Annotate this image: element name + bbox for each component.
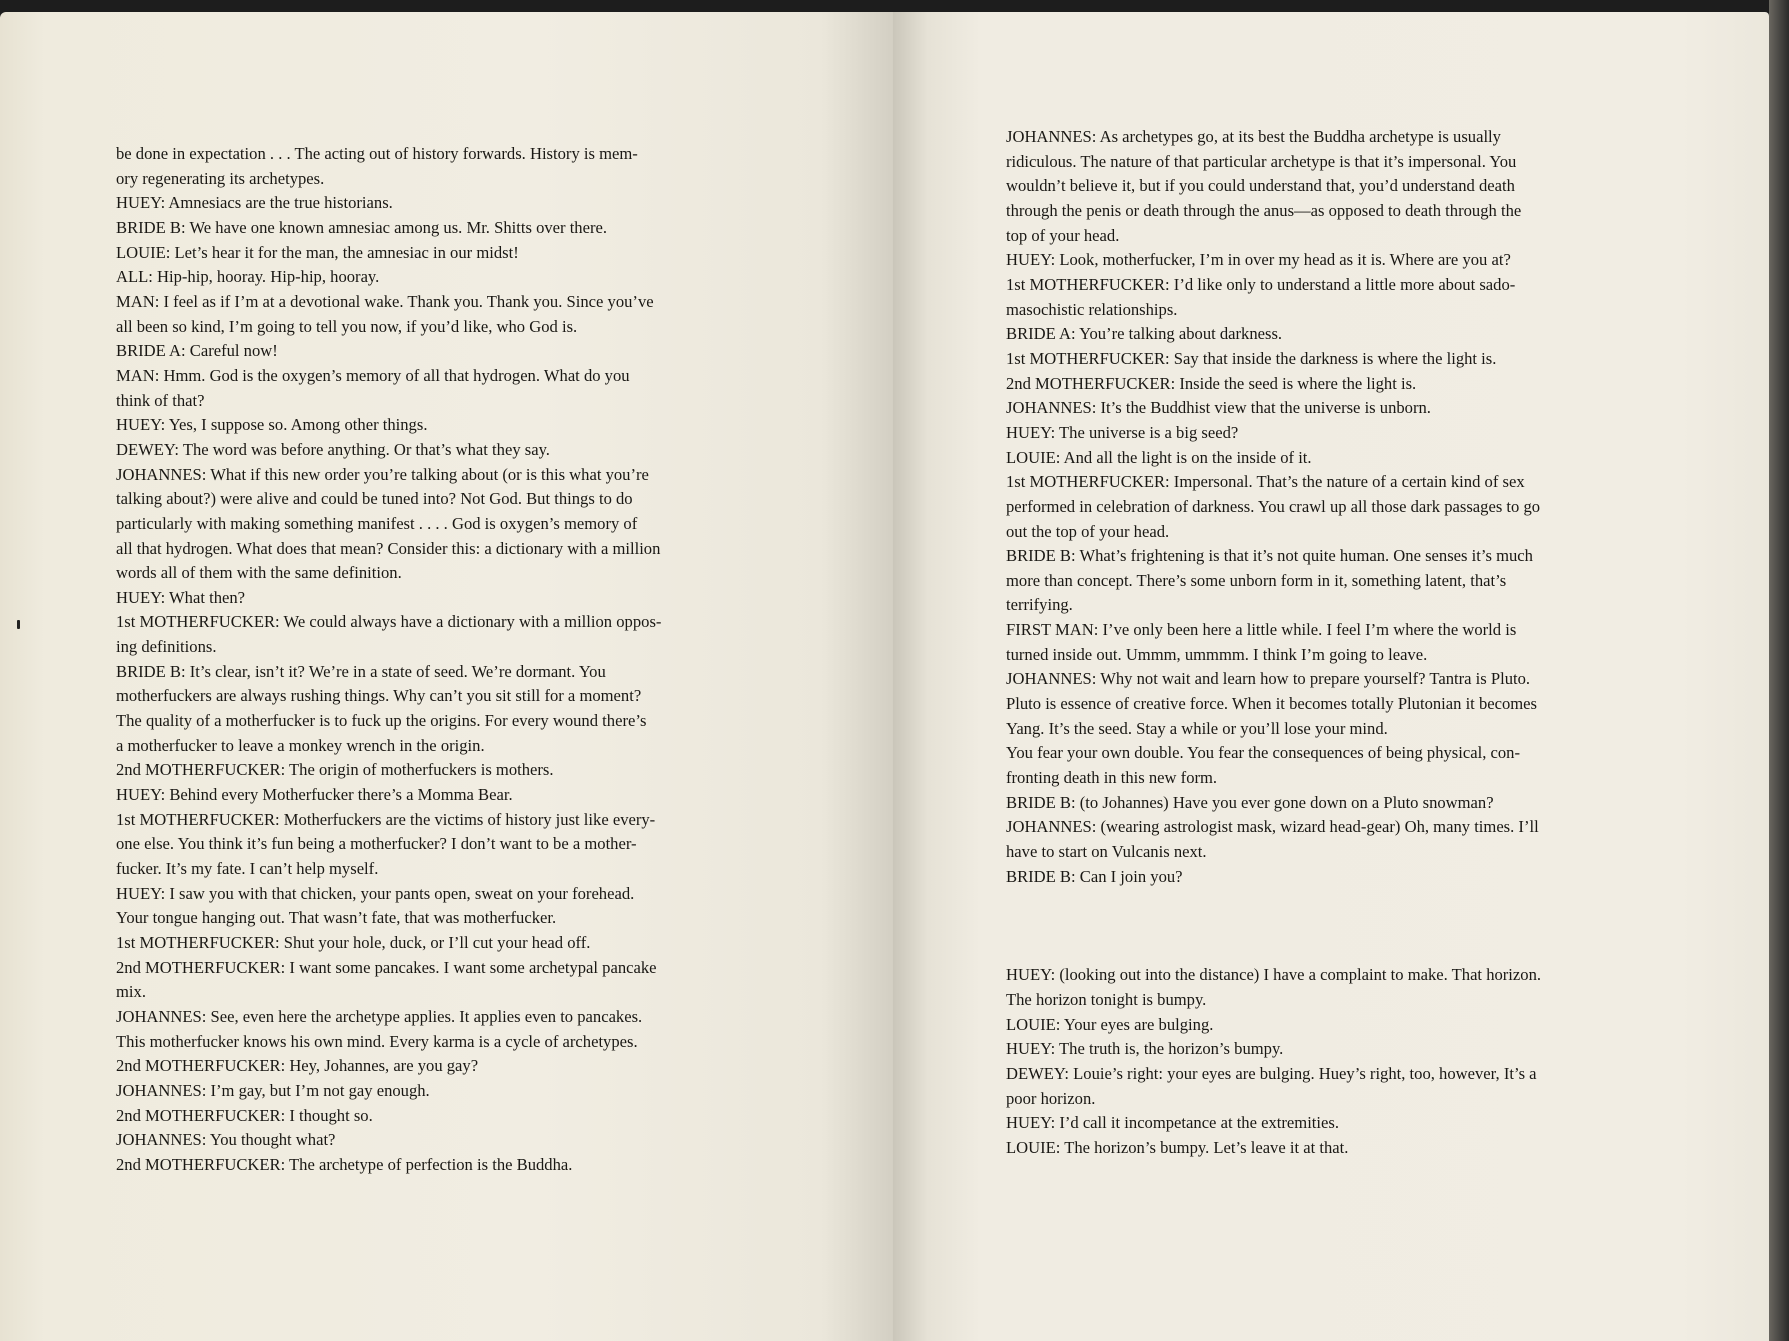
text-line: HUEY: Yes, I suppose so. Among other things. (116, 415, 428, 435)
text-line: motherfuckers are always rushing things. Why can’t you sit still for a moment? (116, 686, 642, 706)
right-page-text-part-2 (1006, 963, 1670, 1160)
text-line: ALL: Hip-hip, hooray. Hip-hip, hooray. (116, 267, 380, 287)
text-line: all been so kind, I’m going to tell you now, if you’d like, who God is. (116, 316, 578, 336)
text-line: This motherfucker knows his own mind. Every karma is a cycle of archetypes. (116, 1031, 638, 1051)
text-line: JOHANNES: You thought what? (116, 1130, 336, 1150)
text-line: BRIDE B: It’s clear, isn’t it? We’re in a state of seed. We’re dormant. You (116, 661, 606, 681)
text-line: DEWEY: Louie’s right: your eyes are bulging. Huey’s right, too, however, It’s a (1006, 1063, 1537, 1083)
text-line: JOHANNES: What if this new order you’re talking about (or is this what you’re (116, 464, 649, 484)
text-line: FIRST MAN: I’ve only been here a little while. I feel I’m where the world is (1006, 620, 1517, 640)
text-line: HUEY: The universe is a big seed? (1006, 422, 1239, 442)
text-line: Yang. It’s the seed. Stay a while or you’ll lose your mind. (1006, 718, 1388, 738)
text-line: be done in expectation . . . The acting out of history forwards. History is mem- (116, 144, 638, 163)
text-line: BRIDE B: We have one known amnesiac among us. Mr. Shitts over there. (116, 217, 608, 237)
text-line: 1st MOTHERFUCKER: Shut your hole, duck, or I’ll cut your head off. (116, 933, 591, 952)
text-line: 2nd MOTHERFUCKER: I thought so. (116, 1105, 373, 1125)
text-line: wouldn’t believe it, but if you could understand that, you’d understand death (1006, 176, 1515, 196)
text-line: 1st MOTHERFUCKER: Say that inside the darkness is where the light is. (1006, 348, 1497, 368)
section-break (1006, 889, 1670, 963)
text-line: 1st MOTHERFUCKER: Impersonal. That’s the nature of a certain kind of sex (1006, 472, 1525, 492)
text-line: mix. (116, 982, 146, 1002)
right-page-text (1006, 125, 1670, 1161)
left-page (0, 12, 893, 1341)
margin-mark (17, 620, 20, 629)
text-line: a motherfucker to leave a monkey wrench in the origin. (116, 735, 485, 755)
text-line: MAN: I feel as if I’m at a devotional wake. Thank you. Thank you. Since you’ve (116, 291, 654, 311)
text-line: out the top of your head. (1006, 521, 1170, 541)
text-line: performed in celebration of darkness. You crawl up all those dark passages to go (1006, 496, 1541, 516)
text-line: JOHANNES: As archetypes go, at its best the Buddha archetype is usually (1006, 127, 1501, 146)
text-line: ridiculous. The nature of that particular archetype is that it’s impersonal. You (1006, 151, 1517, 171)
text-line: JOHANNES: (wearing astrologist mask, wizard head-gear) Oh, many times. I’ll (1006, 817, 1539, 837)
text-line: HUEY: (looking out into the distance) I have a complaint to make. That horizon. (1006, 965, 1542, 985)
text-line: HUEY: What then? (116, 587, 246, 607)
text-line: LOUIE: Let’s hear it for the man, the amnesiac in our midst! (116, 242, 519, 262)
text-line: 1st MOTHERFUCKER: We could always have a dictionary with a million oppos- (116, 612, 662, 632)
text-line: fronting death in this new form. (1006, 768, 1218, 788)
text-line: one else. You think it’s fun being a motherfucker? I don’t want to be a mother- (116, 834, 637, 854)
text-line: JOHANNES: Why not wait and learn how to prepare yourself? Tantra is Pluto. (1006, 669, 1531, 689)
text-line: masochistic relationships. (1006, 299, 1178, 319)
text-line: LOUIE: And all the light is on the inside of it. (1006, 447, 1312, 467)
text-line: HUEY: Look, motherfucker, I’m in over my head as it is. Where are you at? (1006, 250, 1511, 270)
text-line: ory regenerating its archetypes. (116, 168, 325, 188)
text-line: The horizon tonight is bumpy. (1006, 990, 1207, 1009)
text-line: 2nd MOTHERFUCKER: Hey, Johannes, are you gay? (116, 1056, 479, 1076)
text-line: HUEY: I’d call it incompetance at the extremities. (1006, 1113, 1339, 1133)
right-page (893, 12, 1769, 1341)
text-line: terrifying. (1006, 595, 1073, 615)
book-edge (1769, 0, 1789, 1341)
text-line: poor horizon. (1006, 1088, 1096, 1108)
text-line: JOHANNES: See, even here the archetype applies. It applies even to pancakes. (116, 1006, 643, 1026)
text-line: JOHANNES: It’s the Buddhist view that the universe is unborn. (1006, 398, 1431, 418)
text-line: DEWEY: The word was before anything. Or that’s what they say. (116, 439, 550, 459)
text-line: BRIDE B: (to Johannes) Have you ever gone down on a Pluto snowman? (1006, 792, 1494, 812)
text-line: HUEY: Amnesiacs are the true historians. (116, 193, 393, 213)
text-line: have to start on Vulcanis next. (1006, 842, 1207, 862)
text-line: ing definitions. (116, 637, 217, 657)
text-line: 2nd MOTHERFUCKER: The archetype of perfection is the Buddha. (116, 1154, 573, 1174)
text-line: through the penis or death through the anus—as opposed to death through the (1006, 200, 1522, 220)
text-line: The quality of a motherfucker is to fuck up the origins. For every wound there’s (116, 711, 647, 731)
text-line: all that hydrogen. What does that mean? Consider this: a dictionary with a million (116, 538, 661, 558)
text-line: JOHANNES: I’m gay, but I’m not gay enough. (116, 1080, 430, 1100)
text-line: 2nd MOTHERFUCKER: The origin of motherfuckers is mothers. (116, 760, 554, 780)
text-line: 2nd MOTHERFUCKER: Inside the seed is where the light is. (1006, 373, 1417, 393)
text-line: LOUIE: The horizon’s bumpy. Let’s leave it at that. (1006, 1137, 1349, 1157)
text-line: BRIDE B: What’s frightening is that it’s not quite human. One senses it’s much (1006, 546, 1533, 566)
text-line: top of your head. (1006, 225, 1120, 245)
text-line: BRIDE B: Can I join you? (1006, 866, 1183, 886)
text-line: more than concept. There’s some unborn form in it, something latent, that’s (1006, 570, 1507, 590)
text-line: Your tongue hanging out. That wasn’t fate, that was motherfucker. (116, 908, 557, 928)
text-line: LOUIE: Your eyes are bulging. (1006, 1014, 1214, 1034)
text-line: HUEY: The truth is, the horizon’s bumpy. (1006, 1039, 1284, 1059)
left-page-text (116, 142, 810, 1178)
text-line: MAN: Hmm. God is the oxygen’s memory of all that hydrogen. What do you (116, 365, 630, 385)
text-line: HUEY: Behind every Motherfucker there’s a Momma Bear. (116, 785, 513, 805)
text-line: 2nd MOTHERFUCKER: I want some pancakes. I want some archetypal pancake (116, 957, 657, 977)
text-line: 1st MOTHERFUCKER: I’d like only to understand a little more about sado- (1006, 274, 1516, 294)
text-line: BRIDE A: You’re talking about darkness. (1006, 324, 1283, 344)
text-line: HUEY: I saw you with that chicken, your pants open, sweat on your forehead. (116, 883, 635, 903)
text-line: fucker. It’s my fate. I can’t help myself. (116, 859, 379, 879)
text-line: words all of them with the same definition. (116, 563, 402, 583)
text-line: turned inside out. Ummm, ummmm. I think I’m going to leave. (1006, 644, 1428, 664)
text-line: talking about?) were alive and could be tuned into? Not God. But things to do (116, 489, 633, 509)
text-line: Pluto is essence of creative force. When it becomes totally Plutonian it becomes (1006, 694, 1537, 714)
text-line: BRIDE A: Careful now! (116, 341, 278, 361)
right-page-text-part-1 (1006, 125, 1670, 889)
text-line: You fear your own double. You fear the consequences of being physical, con- (1006, 743, 1520, 763)
text-line: 1st MOTHERFUCKER: Motherfuckers are the victims of history just like every- (116, 809, 656, 829)
text-line: particularly with making something manifest . . . . God is oxygen’s memory of (116, 513, 638, 533)
text-line: think of that? (116, 390, 205, 410)
